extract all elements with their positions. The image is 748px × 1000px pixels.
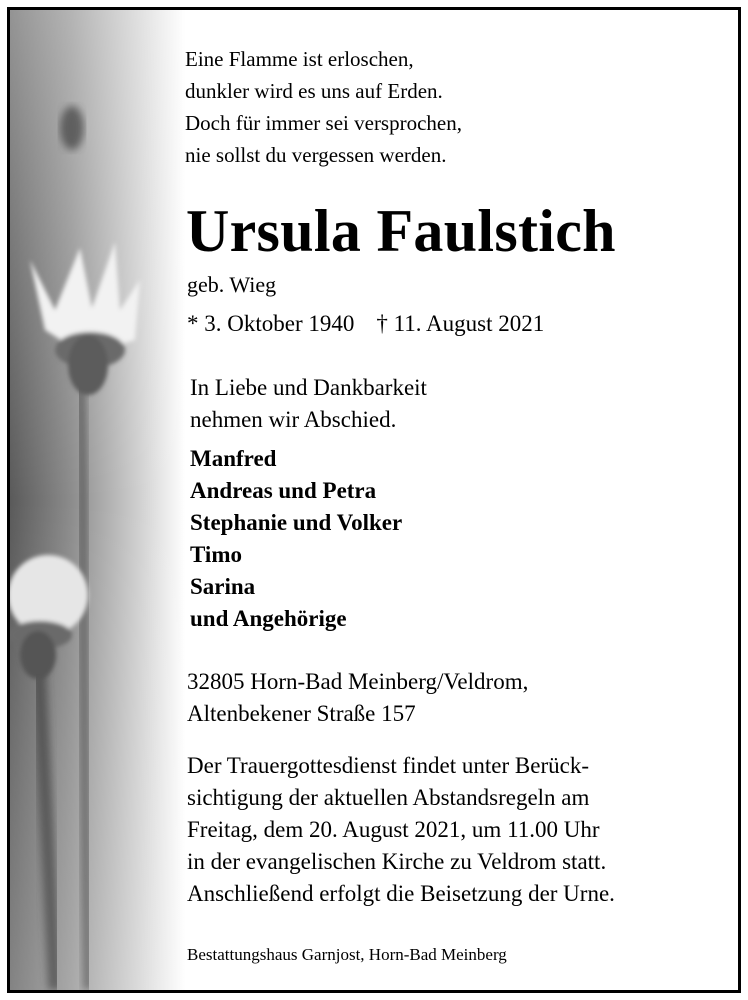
address-line: 32805 Horn-Bad Meinberg/Veldrom, (187, 669, 529, 694)
service-line: Der Trauergottesdienst findet unter Berück- (187, 753, 589, 778)
service-line: sichtigung der aktuellen Abstandsregeln am (187, 785, 590, 810)
poem-line: nie sollst du vergessen werden. (185, 143, 447, 167)
birth-date: * 3. Oktober 1940 (187, 311, 355, 336)
family-address (187, 666, 528, 730)
death-date: † 11. August 2021 (376, 311, 545, 336)
service-line: Anschließend erfolgt die Beisetzung der Urne. (187, 881, 615, 906)
poem-line: dunkler wird es uns auf Erden. (185, 79, 443, 103)
mourner-name: Sarina (190, 574, 256, 599)
birth-name: geb. Wieg (187, 272, 277, 297)
memorial-poem (185, 43, 462, 171)
deceased-name: Ursula Faulstich (186, 198, 616, 264)
service-notice (187, 750, 615, 910)
farewell-line: In Liebe und Dankbarkeit (190, 375, 427, 400)
mourner-name: Andreas und Petra (190, 478, 377, 503)
poem-line: Doch für immer sei versprochen, (185, 111, 462, 135)
funeral-home: Bestattungshaus Garnjost, Horn-Bad Meinberg (187, 945, 507, 964)
mourner-name: Timo (190, 542, 242, 567)
farewell-line: nehmen wir Abschied. (190, 407, 397, 432)
farewell-text (190, 372, 427, 436)
mourner-name: Stephanie und Volker (190, 510, 403, 535)
obituary-frame (7, 7, 741, 993)
service-line: Freitag, dem 20. August 2021, um 11.00 Uhr (187, 817, 600, 842)
obituary-content (10, 10, 738, 990)
mourner-name: Manfred (190, 446, 277, 471)
service-line: in der evangelischen Kirche zu Veldrom statt. (187, 849, 607, 874)
poem-line: Eine Flamme ist erloschen, (185, 47, 414, 71)
mourner-name: und Angehörige (190, 606, 347, 631)
address-line: Altenbekener Straße 157 (187, 701, 416, 726)
mourners-list (190, 443, 402, 635)
life-dates (187, 308, 544, 340)
